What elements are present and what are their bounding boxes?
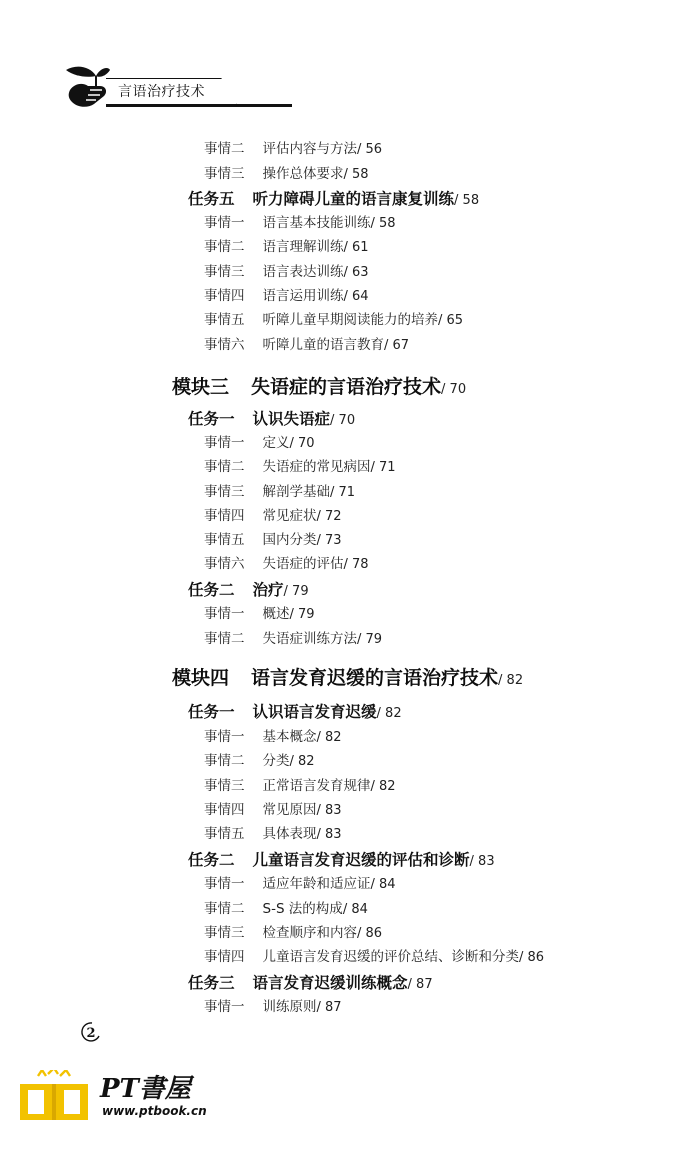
toc-title: 定义 [262, 435, 290, 451]
toc-module [172, 669, 523, 688]
toc-item [204, 927, 382, 941]
toc-title: 语言发育迟缓的言语治疗技术 [251, 667, 499, 689]
toc-title: 训练原则 [262, 999, 317, 1015]
toc-label: 事情二 [204, 631, 245, 647]
toc-page: / 61 [343, 240, 369, 255]
toc-task [188, 412, 355, 428]
toc-label: 任务一 [188, 410, 235, 428]
toc-label: 模块四 [172, 667, 230, 689]
toc-label: 事情二 [204, 901, 245, 917]
toc-page: / 70 [289, 436, 315, 451]
toc-item [204, 1001, 342, 1015]
toc-label: 事情二 [204, 141, 245, 157]
toc-page: / 87 [316, 1000, 342, 1015]
toc-label: 任务三 [188, 974, 235, 992]
toc-title: 失语症的评估 [262, 556, 344, 572]
toc-title: 语言理解训练 [262, 239, 344, 255]
toc-label: 事情一 [204, 729, 245, 745]
toc-label: 事情五 [204, 312, 245, 328]
toc-label: 事情三 [204, 166, 245, 182]
toc-title: 儿童语言发育迟缓的评价总结、诊断和分类 [262, 949, 519, 965]
toc-item [204, 731, 342, 745]
toc-title: 常见原因 [262, 802, 317, 818]
toc-title: 听障儿童的语言教育 [262, 337, 384, 353]
header-rule [106, 104, 292, 107]
toc-label: 事情一 [204, 435, 245, 451]
toc-page: / 70 [441, 382, 467, 397]
toc-item [204, 755, 315, 769]
toc-task [188, 976, 433, 992]
toc-title: 听力障碍儿童的语言康复训练 [252, 190, 455, 208]
toc-item [204, 314, 463, 328]
toc-page: / 86 [519, 950, 545, 965]
toc-page: / 84 [342, 902, 368, 917]
toc-label: 事情四 [204, 949, 245, 965]
toc-label: 事情四 [204, 288, 245, 304]
toc-label: 事情一 [204, 215, 245, 231]
page-number-text: 2 [86, 1026, 96, 1041]
toc-title: 检查顺序和内容 [262, 925, 357, 941]
toc-item [204, 461, 396, 475]
toc-module [172, 378, 466, 397]
toc-item [204, 534, 342, 548]
toc-title: 评估内容与方法 [262, 141, 357, 157]
toc-label: 事情四 [204, 508, 245, 524]
toc-label: 事情六 [204, 337, 245, 353]
toc-title: 失语症训练方法 [262, 631, 357, 647]
toc-label: 事情三 [204, 925, 245, 941]
toc-page: / 58 [343, 167, 369, 182]
toc-title: 语言表达训练 [262, 264, 344, 280]
toc-label: 事情一 [204, 606, 245, 622]
toc-page: / 79 [357, 632, 383, 647]
toc-item [204, 437, 315, 451]
toc-title: 语言运用训练 [262, 288, 344, 304]
toc-item [204, 241, 369, 255]
toc-label: 事情三 [204, 778, 245, 794]
toc-page: / 65 [438, 313, 464, 328]
toc-label: 任务二 [188, 581, 235, 599]
page-number [78, 1020, 102, 1044]
toc-label: 事情五 [204, 532, 245, 548]
toc-page: / 82 [376, 706, 402, 721]
toc-title: 具体表现 [262, 826, 317, 842]
toc-item [204, 633, 382, 647]
toc-title: 治疗 [252, 581, 284, 599]
toc-page: / 83 [316, 827, 342, 842]
toc-page: / 79 [289, 607, 315, 622]
toc-item [204, 143, 382, 157]
toc-page: / 83 [316, 803, 342, 818]
toc-item [204, 828, 342, 842]
toc-item [204, 951, 544, 965]
toc-item [204, 339, 409, 353]
toc-label: 事情四 [204, 802, 245, 818]
toc-label: 模块三 [172, 376, 230, 398]
toc-title: 认识失语症 [252, 410, 331, 428]
toc-item [204, 266, 369, 280]
watermark [18, 1064, 238, 1124]
watermark-brand: PT書屋 [100, 1074, 191, 1104]
book-logo-icon [18, 1070, 90, 1122]
toc-task [188, 705, 402, 721]
toc-item [204, 903, 368, 917]
toc-label: 事情五 [204, 826, 245, 842]
toc-title: 儿童语言发育迟缓的评估和诊断 [252, 851, 470, 869]
toc-page: / 63 [343, 265, 369, 280]
toc-title: 概述 [262, 606, 290, 622]
toc-page: / 73 [316, 533, 342, 548]
toc-task [188, 583, 309, 599]
toc-page: / 67 [384, 338, 410, 353]
toc-label: 事情一 [204, 999, 245, 1015]
toc-title: 基本概念 [262, 729, 317, 745]
toc-item [204, 608, 315, 622]
leaf-hand-logo-icon [60, 60, 112, 112]
toc-page: / 82 [289, 754, 315, 769]
toc-task [188, 853, 495, 869]
header-title: 言语治疗技术 [118, 84, 205, 100]
toc-title: 失语症的常见病因 [262, 459, 371, 475]
toc-title: S-S 法的构成 [262, 901, 343, 917]
toc-title: 国内分类 [262, 532, 317, 548]
toc-title: 认识语言发育迟缓 [252, 703, 377, 721]
toc-page: / 78 [343, 557, 369, 572]
toc-page: / 82 [498, 673, 524, 688]
toc-title: 语言基本技能训练 [262, 215, 371, 231]
toc-title: 解剖学基础 [262, 484, 330, 500]
toc-title: 听障儿童早期阅读能力的培养 [262, 312, 438, 328]
toc-label: 事情二 [204, 239, 245, 255]
toc-label: 任务一 [188, 703, 235, 721]
toc-page: / 82 [316, 730, 342, 745]
toc-item [204, 510, 342, 524]
toc-page: / 86 [357, 926, 383, 941]
toc-label: 事情二 [204, 753, 245, 769]
toc-title: 操作总体要求 [262, 166, 344, 182]
toc-label: 事情二 [204, 459, 245, 475]
toc-page: / 64 [343, 289, 369, 304]
toc-item [204, 217, 396, 231]
toc-item [204, 804, 342, 818]
toc-title: 正常语言发育规律 [262, 778, 371, 794]
toc-label: 事情一 [204, 876, 245, 892]
toc-page: / 82 [370, 779, 396, 794]
toc-item [204, 780, 396, 794]
toc-page: / 71 [370, 460, 396, 475]
toc-page: / 87 [407, 977, 433, 992]
toc-label: 任务二 [188, 851, 235, 869]
toc-task [188, 192, 479, 208]
toc-item [204, 878, 396, 892]
toc-label: 任务五 [188, 190, 235, 208]
toc-page: / 71 [330, 485, 356, 500]
toc-item [204, 486, 355, 500]
toc-label: 事情六 [204, 556, 245, 572]
toc-page: / 70 [330, 413, 356, 428]
toc-item [204, 558, 369, 572]
toc-page: / 56 [357, 142, 383, 157]
toc-title: 语言发育迟缓训练概念 [252, 974, 408, 992]
toc-item [204, 290, 369, 304]
toc-label: 事情三 [204, 264, 245, 280]
toc-title: 失语症的言语治疗技术 [251, 376, 442, 398]
toc-label: 事情三 [204, 484, 245, 500]
toc-page: / 72 [316, 509, 342, 524]
running-header [60, 60, 260, 114]
watermark-url: www.ptbook.cn [102, 1104, 207, 1118]
toc-page: / 79 [283, 584, 309, 599]
toc-title: 适应年龄和适应证 [262, 876, 371, 892]
toc-page: / 84 [370, 877, 396, 892]
toc-page: / 58 [370, 216, 396, 231]
toc-item [204, 168, 369, 182]
toc-page: / 58 [454, 193, 480, 208]
toc-page: / 83 [469, 854, 495, 869]
toc-title: 常见症状 [262, 508, 317, 524]
toc-title: 分类 [262, 753, 290, 769]
